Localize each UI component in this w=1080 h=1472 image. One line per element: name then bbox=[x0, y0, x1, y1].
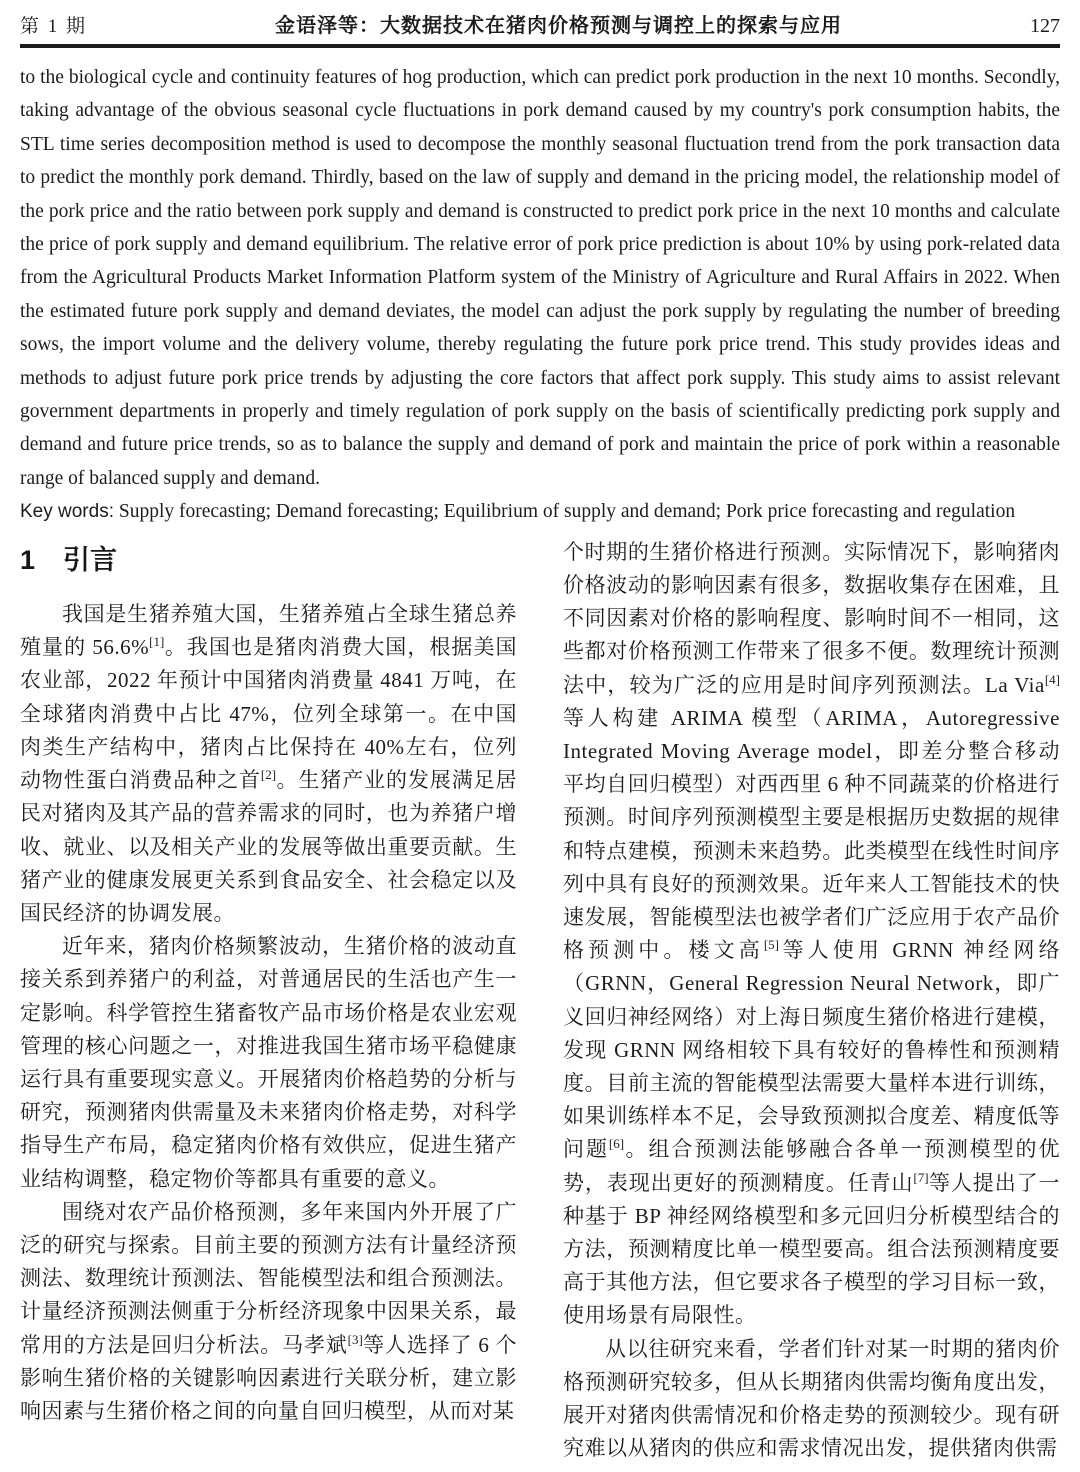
reference-superscript: [5] bbox=[763, 937, 779, 953]
keywords-text: Supply forecasting; Demand forecasting; Equilibrium of supply and demand; Pork price forecasting and regulation bbox=[118, 501, 1016, 523]
body-paragraph: 围绕对农产品价格预测，多年来国内外开展了广泛的研究与探索。目前主要的预测方法有计量经济预测法、数理统计预测法、智能模型法和组合预测法。计量经济预测法侧重于分析经济现象中因果关系，最常用的方法是回归分析法。马孝斌[3]等人选择了 6 个影响生猪价格的关键影响因素进行关联分析，建立影响因素与生猪价格之间的向量自回归模型，从而对某 bbox=[20, 1199, 518, 1423]
abstract-text: to the biological cycle and continuity features of hog production, which can predict pork production in the next 10 months. Secondly, taking advantage of the obvious seasonal cycle fluctuations in pork demand caused by my country's pork consumption habits, the STL time series decomposition method is used to decompose the monthly seasonal fluctuation trend from the pork transaction data to predict the monthly pork demand. Thirdly, based on the law of supply and demand in the pricing model, the relationship model of the pork price and the ratio between pork supply and demand is constructed to predict pork price in the next 10 months and calculate the price of pork supply and demand equilibrium. The relative error of pork price prediction is about 10% by using pork-related data from the Agricultural Products Market Information Platform system of the Ministry of Agriculture and Rural Affairs in 2022. When the estimated future pork supply and demand deviates, the model can adjust the pork supply by regulating the number of breeding sows, the import volume and the delivery volume, thereby regulating the future pork price trend. This study provides ideas and methods to adjust future pork price trends by adjusting the core factors that affect pork supply. This study aims to assist relevant government departments in properly and timely regulation of pork supply on the basis of scientifically predicting pork supply and demand and future price trends, so as to balance the supply and demand of pork and maintain the price of pork within a reasonable range of balanced supply and demand. bbox=[20, 67, 1060, 489]
section-title: 引言 bbox=[63, 544, 118, 575]
abstract-block bbox=[20, 61, 1060, 529]
reference-superscript: [6] bbox=[608, 1136, 625, 1152]
keywords-label: Key words: bbox=[20, 501, 114, 523]
body-paragraph: 个时期的生猪价格进行预测。实际情况下，影响猪肉价格波动的影响因素有很多，数据收集存在困难，且不同因素对价格的影响程度、影响时间不一相同，这些都对价格预测工作带来了很多不便。数理统计预测法中，较为广泛的应用是时间序列预测法。La Via[4]等人构建 ARIMA 模型（ARIMA，Autoregressive Integrated Moving Average model，即差分整合移动平均自回归模型）对西西里 6 种不同蔬菜的价格进行预测。时间序列预测模型主要是根据历史数据的规律和特点建模，预测未来趋势。此类模型在线性时间序列中具有良好的预测效果。近年来人工智能技术的快速发展，智能模型法也被学者们广泛应用于农产品价格预测中。楼文高[5]等人使用 GRNN 神经网络（GRNN，General Regression Neural Network，即广义回归神经网络）对上海日频度生猪价格进行建模，发现 GRNN 网络相较下具有较好的鲁棒性和预测精度。目前主流的智能模型法需要大量样本进行训练，如果训练样本不足，会导致预测拟合度差、精度低等问题[6]。组合预测法能够融合各单一预测模型的优势，表现出更好的预测精度。任青山[7]等人提出了一种基于 BP 神经网络模型和多元回归分析模型结合的方法，预测精度比单一模型要高。组合法预测精度要高于其他方法，但它要求各子模型的学习目标一致，使用场景有局限性。 bbox=[563, 539, 1061, 1328]
header-issue-label: 第 1 期 bbox=[20, 16, 88, 37]
header-page-number: 127 bbox=[1029, 15, 1060, 37]
keywords-line bbox=[20, 495, 1060, 528]
left-column bbox=[20, 536, 517, 1466]
reference-superscript: [2] bbox=[260, 767, 277, 783]
right-column-text bbox=[563, 536, 1060, 1466]
section-heading bbox=[20, 544, 517, 576]
page-header bbox=[20, 10, 1060, 38]
reference-superscript: [3] bbox=[347, 1331, 363, 1347]
body-paragraph: 近年来，猪肉价格频繁波动，生猪价格的波动直接关系到养猪户的利益，对普通居民的生活也产生一定影响。科学管控生猪畜牧产品市场价格是农业宏观管理的核心问题之一，对推进我国生猪市场平稳健康运行具有重要现实意义。开展猪肉价格趋势的分析与研究，预测猪肉供需量及未来猪肉价格走势，对科学指导生产布局，稳定猪肉价格有效供应，促进生猪产业结构调整，稳定物价等都具有重要的意义。 bbox=[20, 934, 517, 1191]
body-paragraph: 我国是生猪养殖大国，生猪养殖占全球生猪总养殖量的 56.6%[1]。我国也是猪肉消费大国，根据美国农业部，2022 年预计中国猪肉消费量 4841 万吨，在全球猪肉消费中占比 47%，位列全球第一。在中国肉类生产结构中，猪肉占比保持在 40%左右，位列动物性蛋白消费品种之首[2]。生猪产业的发展满足居民对猪肉及其产品的营养需求的同时，也为养猪户增收、就业、以及相关产业的发展等做出重要贡献。生猪产业的健康发展更关系到食品安全、社会稳定以及国民经济的协调发展。 bbox=[20, 602, 518, 925]
reference-superscript: [1] bbox=[149, 634, 165, 650]
two-column-body bbox=[20, 536, 1060, 1466]
body-paragraph: 从以往研究来看，学者们针对某一时期的猪肉价格预测研究较多，但从长期猪肉供需均衡角度出发，展开对猪肉供需情况和价格走势的预测较少。现有研究难以从猪肉的供应和需求情况出发，提供猪肉供需 bbox=[563, 1336, 1060, 1461]
header-divider-rule bbox=[20, 44, 1060, 48]
right-column bbox=[563, 536, 1060, 1466]
header-running-title: 金语泽等：大数据技术在猪肉价格预测与调控上的探索与应用 bbox=[275, 15, 842, 37]
reference-superscript: [4] bbox=[1044, 671, 1060, 687]
left-column-text bbox=[20, 598, 517, 1428]
reference-superscript: [7] bbox=[913, 1169, 929, 1185]
section-number: 1 bbox=[20, 544, 36, 575]
